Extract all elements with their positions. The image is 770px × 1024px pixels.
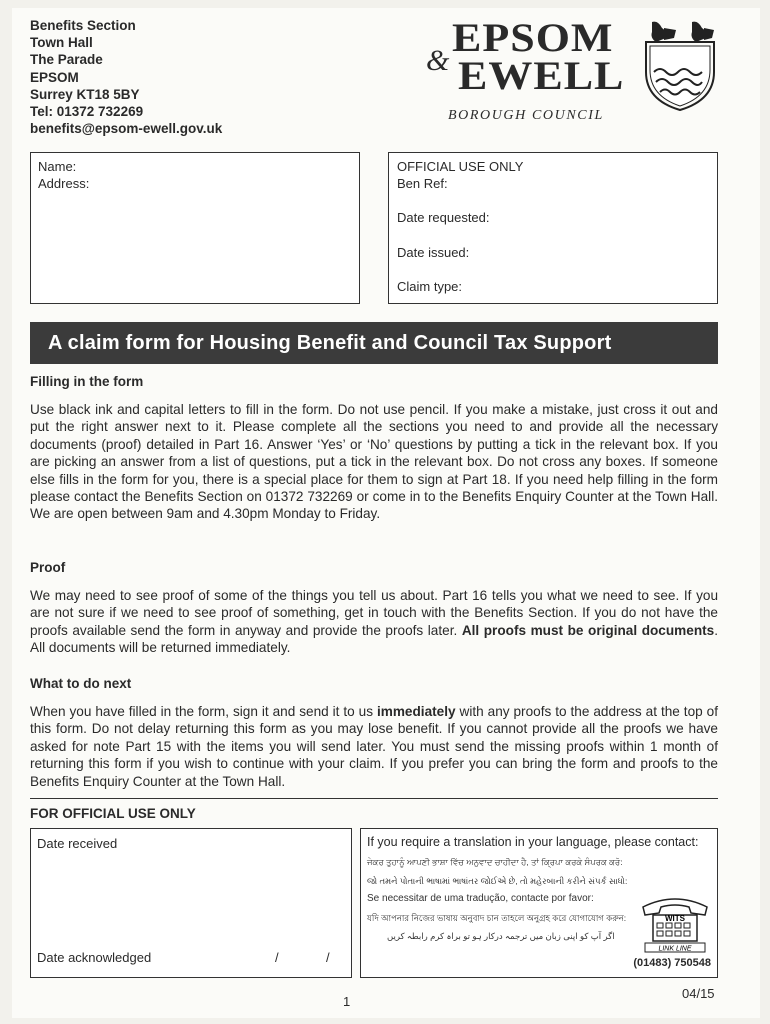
page-number: 1	[343, 994, 351, 1009]
ben-ref-label: Ben Ref:	[397, 176, 448, 191]
translation-box	[360, 828, 718, 978]
date-slash: /	[275, 950, 279, 965]
translation-punjabi: ਜੇਕਰ ਤੁਹਾਨੂੰ ਆਪਣੀ ਭਾਸ਼ਾ ਵਿੱਚ ਅਨੁਵਾਦ ਚਾਹੀਦਾ ਹੈ, ਤਾਂ ਕ੍ਰਿਪਾ ਕਰਕੇ ਸੰਪਰਕ ਕਰੋ:	[367, 857, 623, 867]
address-phone: Tel: 01372 732269	[30, 104, 144, 120]
translation-urdu: اگر آپ کو اپنی زبان میں ترجمہ درکار ہو تو براہ کرم رابطہ کریں	[387, 931, 615, 941]
official-use-box	[388, 152, 718, 304]
filling-heading: Filling in the form	[30, 374, 144, 389]
name-label: Name:	[38, 159, 77, 174]
proof-text-bold: All proofs must be original documents	[461, 622, 715, 638]
translation-portuguese: Se necessitar de uma tradução, contacte por favor:	[367, 893, 594, 904]
next-text	[30, 703, 718, 790]
address-label: Address:	[38, 176, 90, 191]
filling-text: Use black ink and capital letters to fill in the form. Do not use pencil. If you make a mistake, just cross it out and put the right answer next to it. Please complete all the sections you need to and provide all the necessary documents (proof) detailed in Part 16. Answer ‘Yes’ or ‘No’ questions by putting a tick in the relevant box. If you are picking an answer from a list of questions, put a tick in the relevant box. Do not cross any boxes. If someone else fills in the form for you, there is a special place for them to sign at Part 18. If you need help filling in the form please contact the Benefits Section on 01372 732269 or come in to the Benefits Enquiry Counter at the Town Hall. We are open between 9am and 4.30pm Monday to Friday.	[30, 402, 718, 522]
proof-text	[30, 587, 718, 657]
logo-ewell: EWELL	[458, 53, 625, 99]
council-logo	[418, 15, 728, 123]
address-line: Town Hall	[30, 35, 93, 51]
next-text-b: with any proofs to the address at the top of this form. Do not delay returning this form as you may lose benefit. If you cannot provide all the proofs we have asked for note Part 15 with the items you will send later. You must send the missing proofs within 1 month of returning this form if you wish to continue with your claim. If you prefer you can bring the form and proofs to the Benefits Enquiry Counter at the Town Hall.	[30, 704, 718, 789]
received-box	[30, 828, 352, 978]
proof-text-b: . All documents will be returned immediately.	[30, 622, 718, 656]
phone-label: WITS	[665, 914, 685, 923]
claim-type-label: Claim type:	[397, 279, 463, 294]
next-text-bold: immediately	[376, 704, 456, 719]
phone-sub: LINK LINE	[658, 945, 692, 953]
crest-icon	[642, 20, 718, 112]
official-footer-heading: FOR OFFICIAL USE ONLY	[30, 798, 718, 821]
address-line: Benefits Section	[30, 18, 136, 33]
proof-heading: Proof	[30, 560, 66, 575]
applicant-name-address-box[interactable]	[30, 152, 360, 304]
translation-phone-number: (01483) 750548	[633, 957, 711, 969]
translation-title: If you require a translation in your language, please contact:	[367, 835, 699, 849]
logo-epsom: EPSOM	[452, 15, 614, 61]
translation-bengali: যদি আপনার নিজের ভাষায় অনুবাদ চান তাহলে অনুগ্রহ করে যোগাযোগ করুন:	[367, 912, 627, 923]
telephone-icon	[639, 893, 711, 953]
address-line: Surrey KT18 5BY	[30, 86, 140, 102]
council-address	[30, 17, 222, 137]
date-acknowledged-label: Date acknowledged	[37, 950, 152, 965]
logo-borough-council: BOROUGH COUNCIL	[448, 108, 604, 123]
form-title-banner: A claim form for Housing Benefit and Council Tax Support	[30, 322, 718, 364]
translation-gujarati: જો તમને પોતાની ભાષામાં ભાષાંતર જોઈએ છે, તો મહેરબાની કરીને સંપર્ક સાધો:	[367, 875, 628, 886]
next-text-a: When you have filled in the form, sign it and send it to us	[30, 704, 377, 719]
date-requested-label: Date requested:	[397, 210, 490, 225]
official-use-title: OFFICIAL USE ONLY	[397, 159, 524, 174]
address-email: benefits@epsom-ewell.gov.uk	[30, 121, 223, 137]
date-received-label: Date received	[37, 836, 118, 851]
form-version: 04/15	[682, 986, 715, 1001]
address-line: EPSOM	[30, 69, 79, 85]
address-line: The Parade	[30, 52, 103, 68]
next-heading: What to do next	[30, 676, 132, 691]
proof-text-a: We may need to see proof of some of the things you tell us about. Part 16 tells you what we need to see. If you are not sure if we need to see proof of something, get in touch with the Benefits Section. If you do not have the proofs available send the form in anyway and provide the proofs later.	[30, 588, 718, 638]
date-slash: /	[326, 950, 330, 965]
logo-ampersand: &	[426, 44, 450, 77]
date-issued-label: Date issued:	[397, 245, 470, 260]
